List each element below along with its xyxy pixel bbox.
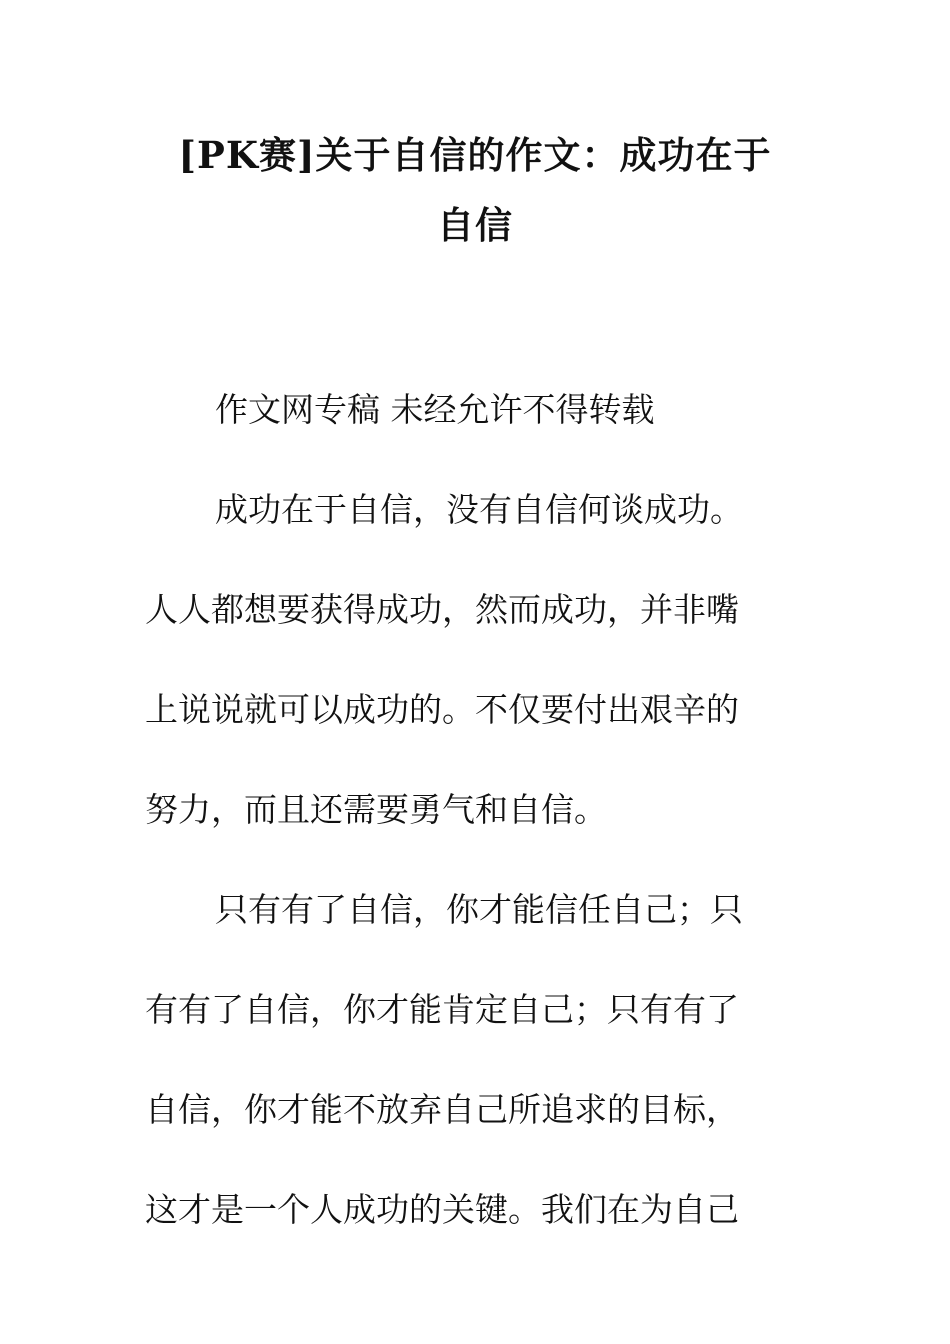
title-line-1: [PK赛]关于自信的作文：成功在于 — [178, 133, 772, 177]
paragraph-1-line-3: 上说说就可以成功的。不仅要付出艰辛的 — [145, 690, 739, 729]
document-title — [145, 120, 805, 260]
paragraph-2-line-2: 有有了自信，你才能肯定自己；只有有了 — [145, 990, 739, 1029]
title-line-2: 自信 — [437, 203, 513, 247]
paragraph-2-line-4: 这才是一个人成功的关键。我们在为自己 — [145, 1190, 739, 1229]
paragraph-1-line-2: 人人都想要获得成功，然而成功，并非嘴 — [145, 590, 739, 629]
document-body — [145, 360, 785, 1260]
paragraph-1-line-4: 努力，而且还需要勇气和自信。 — [145, 790, 607, 829]
paragraph-2-line-1: 只有有了自信，你才能信任自己；只 — [215, 890, 743, 929]
source-note: 作文网专稿 未经允许不得转载 — [215, 390, 655, 429]
paragraph-2-line-3: 自信，你才能不放弃自己所追求的目标， — [145, 1090, 739, 1129]
paragraph-1-line-1: 成功在于自信，没有自信何谈成功。 — [215, 490, 743, 529]
